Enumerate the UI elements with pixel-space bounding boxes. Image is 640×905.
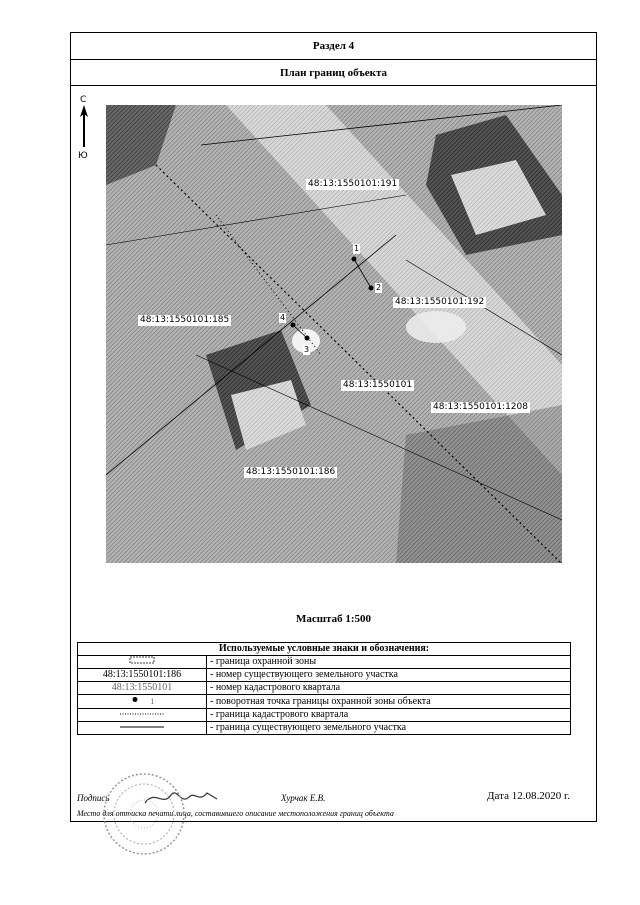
plan-title: План границ объекта (71, 60, 596, 86)
legend-row (78, 722, 571, 735)
turning-point-label: 3 (304, 345, 310, 354)
dotted-line-icon (120, 711, 164, 717)
turning-point-symbol: 1 (78, 695, 207, 709)
parcel-label: 48:13:1550101:191 (308, 179, 398, 189)
legend-row (78, 695, 571, 709)
quarter-boundary-symbol (78, 709, 207, 722)
legend-text: - поворотная точка границы охранной зоны объекта (207, 695, 571, 709)
quarter-label: 48:13:1550101 (343, 380, 413, 390)
legend-title: Используемые условные знаки и обозначения: (78, 643, 571, 656)
parcel-label: 48:13:1550101:186 (246, 467, 336, 477)
solid-line-icon (120, 724, 164, 730)
quarter-number-symbol: 48:13:1550101 (78, 682, 207, 695)
compass-south-label: Ю (78, 151, 88, 161)
section-title: Раздел 4 (71, 33, 596, 60)
legend-row (78, 682, 571, 695)
dashed-rect-icon (129, 656, 155, 664)
legend-text: - граница охранной зоны (207, 656, 571, 669)
north-arrow (77, 95, 103, 165)
legend-text: - граница существующего земельного участка (207, 722, 571, 735)
dot-icon (130, 695, 140, 704)
legend-row (78, 656, 571, 669)
compass-north-label: С (80, 95, 87, 105)
parcel-number-symbol: 48:13:1550101:186 (78, 669, 207, 682)
seal-stamp (100, 770, 188, 858)
legend-text: - граница кадастрового квартала (207, 709, 571, 722)
parcel-label: 48:13:1550101:192 (395, 297, 485, 307)
aerial-map (106, 105, 562, 563)
legend-text: - номер кадастрового квартала (207, 682, 571, 695)
legend-table (77, 642, 571, 735)
parcel-label: 48:13:1550101:185 (140, 315, 230, 325)
legend-text: - номер существующего земельного участка (207, 669, 571, 682)
turning-point-label: 2 (376, 283, 382, 292)
turning-point-label: 1 (354, 244, 360, 253)
document-frame (70, 32, 597, 822)
legend-row (78, 669, 571, 682)
legend-row (78, 709, 571, 722)
signature-label: Подпись (77, 793, 110, 803)
parcel-label: 48:13:1550101:1208 (433, 402, 528, 412)
scale-label: Масштаб 1:500 (295, 613, 371, 625)
protection-zone-symbol (78, 656, 207, 669)
parcel-boundary-symbol (78, 722, 207, 735)
document-date: Дата 12.08.2020 г. (487, 790, 570, 802)
turning-point-label: 4 (280, 313, 286, 322)
seal-place-note: Место для оттиска печати лица, составившего описание местоположения границ объекта (77, 809, 394, 818)
signer-name: Хурчак Е.В. (281, 793, 326, 803)
